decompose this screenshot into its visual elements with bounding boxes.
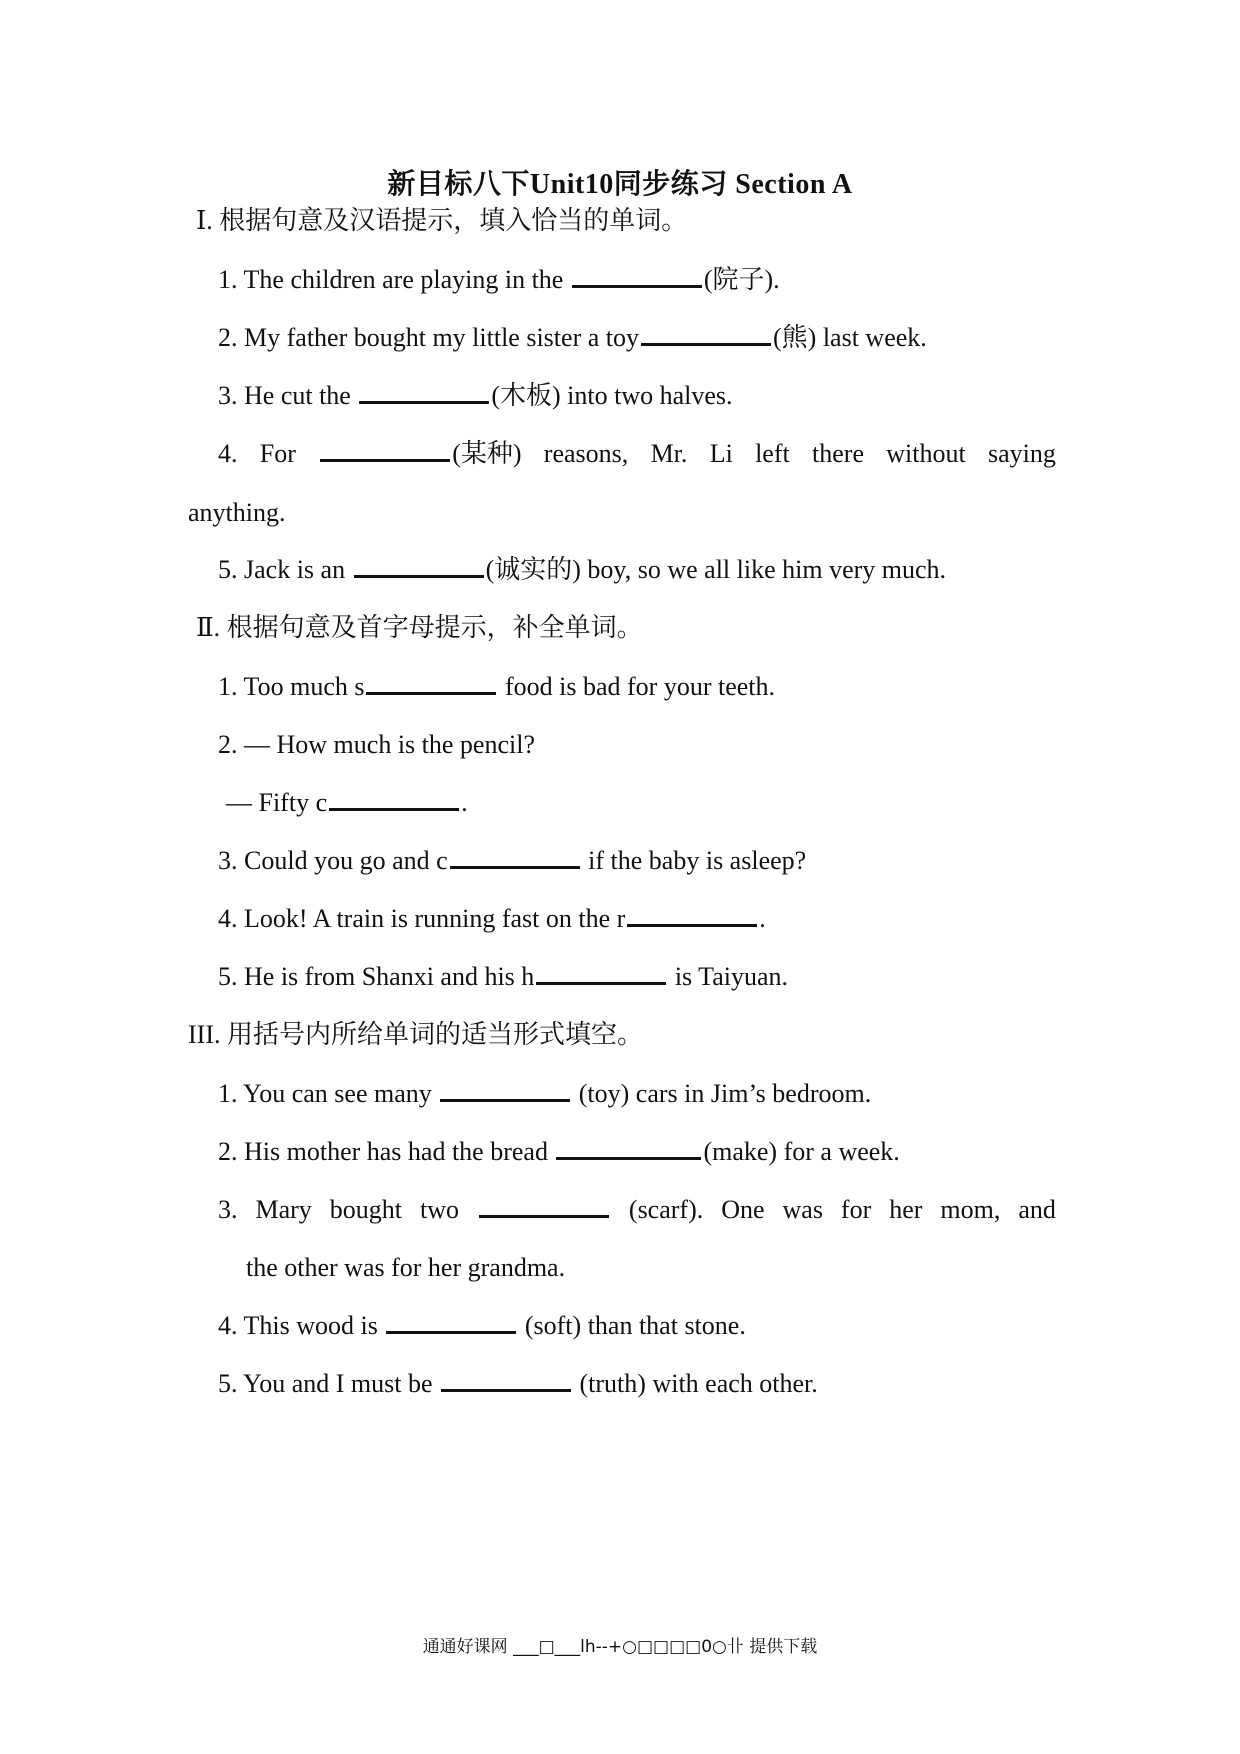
answer-blank[interactable] bbox=[329, 786, 459, 811]
answer-blank[interactable] bbox=[441, 1367, 571, 1392]
s1-question-4: 4. For (某种) reasons, Mr. Li left there without saying bbox=[218, 439, 1056, 468]
s2-question-4: 4. Look! A train is running fast on the r . bbox=[218, 904, 766, 933]
page-title: 新目标八下Unit10同步练习 Section A bbox=[387, 169, 853, 200]
answer-blank[interactable] bbox=[320, 437, 450, 462]
answer-blank[interactable] bbox=[359, 379, 489, 404]
answer-blank[interactable] bbox=[556, 1135, 701, 1160]
answer-blank[interactable] bbox=[440, 1077, 570, 1102]
answer-blank[interactable] bbox=[572, 263, 702, 288]
s2-question-3: 3. Could you go and c if the baby is asleep? bbox=[218, 846, 807, 875]
s1-question-1: 1. The children are playing in the (院子). bbox=[218, 265, 780, 294]
page-footer: 通通好课网 ___□___lh--+○□□□□0○卝 提供下载 bbox=[422, 1637, 818, 1657]
s3-question-2: 2. His mother has had the bread (make) for a week. bbox=[218, 1137, 900, 1166]
s3-question-3: 3. Mary bought two (scarf). One was for her mom, and bbox=[218, 1195, 1056, 1224]
s3-question-5: 5. You and I must be (truth) with each other. bbox=[218, 1369, 818, 1398]
s3-question-1: 1. You can see many (toy) cars in Jim’s bedroom. bbox=[218, 1079, 872, 1108]
s3-question-3-continued: the other was for her grandma. bbox=[246, 1253, 566, 1282]
s1-question-3: 3. He cut the (木板) into two halves. bbox=[218, 381, 733, 410]
s2-question-2: 2. — How much is the pencil? bbox=[218, 730, 535, 759]
s1-question-5: 5. Jack is an (诚实的) boy, so we all like him very much. bbox=[218, 555, 947, 584]
s2-question-2-answer: — Fifty c . bbox=[226, 788, 468, 817]
s2-question-5: 5. He is from Shanxi and his h is Taiyuan. bbox=[218, 962, 789, 991]
s1-question-4-continued: anything. bbox=[188, 498, 286, 527]
answer-blank[interactable] bbox=[450, 844, 580, 869]
answer-blank[interactable] bbox=[354, 553, 484, 578]
s2-question-1: 1. Too much s food is bad for your teeth. bbox=[218, 672, 776, 701]
section-1-heading: Ⅰ. 根据句意及汉语提示，填入恰当的单词。 bbox=[196, 206, 688, 235]
section-3-heading: III. 用括号内所给单词的适当形式填空。 bbox=[188, 1020, 643, 1049]
s1-question-2: 2. My father bought my little sister a toy (熊) last week. bbox=[218, 323, 927, 352]
answer-blank[interactable] bbox=[641, 321, 771, 346]
section-2-heading: Ⅱ. 根据句意及首字母提示，补全单词。 bbox=[196, 613, 643, 642]
answer-blank[interactable] bbox=[479, 1193, 609, 1218]
answer-blank[interactable] bbox=[386, 1309, 516, 1334]
answer-blank[interactable] bbox=[627, 902, 757, 927]
answer-blank[interactable] bbox=[366, 670, 496, 695]
s3-question-4: 4. This wood is (soft) than that stone. bbox=[218, 1311, 746, 1340]
answer-blank[interactable] bbox=[536, 960, 666, 985]
